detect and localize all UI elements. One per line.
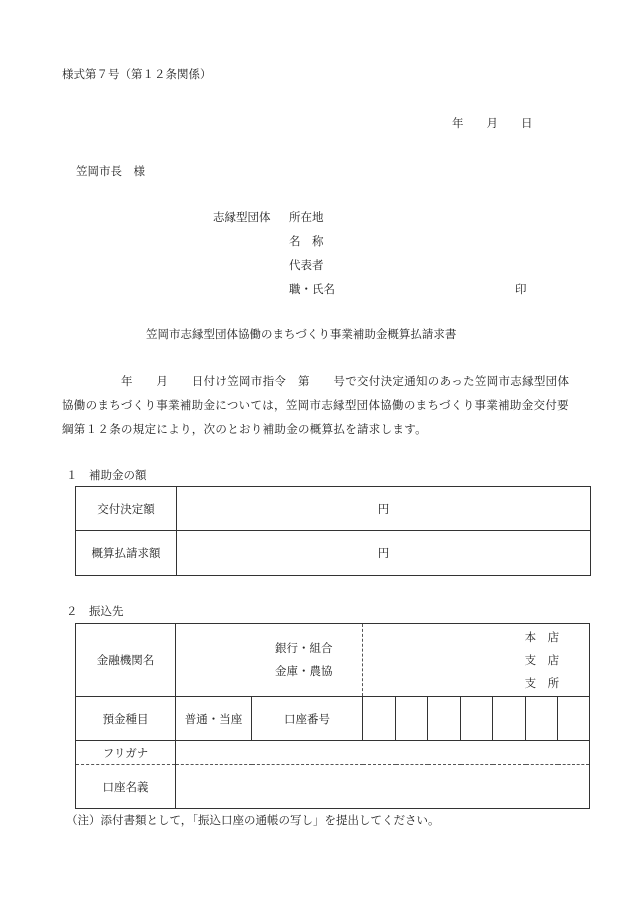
furigana-label: フリガナ: [76, 741, 176, 765]
body-text: 年 月 日付け笠岡市指令 第 号で交付決定通知のあった笠岡市志縁型団体協働のまちづくり事業補助金については，笠岡市志縁型団体協働のまちづくり事業補助金交付要綱第１２条の規定により，次のとおり補助金の概算払を請求します。: [62, 374, 570, 436]
date-line: 年 月 日: [452, 116, 533, 130]
bank-type-2: 金庫・農協: [275, 664, 333, 678]
bank-table: [75, 623, 590, 809]
name-label: 名 称: [289, 234, 324, 248]
section2-heading: ２ 振込先: [66, 604, 124, 618]
deposit-type-value[interactable]: 普通・当座: [176, 697, 252, 741]
account-digit-box[interactable]: [493, 697, 526, 741]
table-row: [76, 697, 590, 741]
bank-type-1: 銀行・組合: [275, 641, 333, 655]
table-row: [76, 741, 590, 765]
table-row: [76, 624, 590, 697]
attachment-note: （注）添付書類として，「振込口座の通帳の写し」を提出してください。: [66, 813, 440, 827]
furigana-field[interactable]: [176, 741, 590, 765]
seal-mark: 印: [515, 282, 527, 296]
addressee: 笠岡市長 様: [76, 164, 145, 178]
branch-type-3: 支 所: [524, 675, 560, 690]
account-digit-box[interactable]: [526, 697, 558, 741]
representative-label: 代表者: [289, 258, 324, 272]
table-row: [76, 531, 591, 576]
section1-heading: １ 補助金の額: [66, 468, 147, 482]
deposit-type-label: 預金種目: [76, 697, 176, 741]
title-name-label: 職・氏名: [289, 282, 335, 296]
decided-amount-cell[interactable]: [177, 487, 591, 531]
table-row: [76, 487, 591, 531]
requested-amount-cell[interactable]: [177, 531, 591, 576]
account-holder-label: 口座名義: [76, 765, 176, 809]
account-digit-box[interactable]: [396, 697, 428, 741]
address-label: 所在地: [289, 210, 324, 224]
yen-unit: 円: [377, 501, 390, 516]
group-label: 志縁型団体: [213, 210, 271, 224]
account-holder-field[interactable]: [176, 765, 590, 809]
amount-table: [75, 486, 591, 576]
decided-amount-label: 交付決定額: [76, 487, 177, 531]
account-digit-box[interactable]: [363, 697, 396, 741]
account-digit-box[interactable]: [461, 697, 493, 741]
branch-type-1: 本 店: [524, 629, 560, 644]
yen-unit: 円: [377, 546, 390, 560]
table-row: [76, 765, 590, 809]
bank-name-label: 金融機関名: [76, 624, 176, 697]
account-digit-box[interactable]: [428, 697, 461, 741]
branch-type-cell[interactable]: [363, 624, 590, 697]
bank-type-cell[interactable]: [176, 624, 363, 697]
branch-type-2: 支 店: [524, 652, 560, 667]
account-digit-box[interactable]: [558, 697, 590, 741]
form-number: 様式第７号（第１２条関係）: [62, 67, 212, 81]
account-number-label: 口座番号: [252, 697, 363, 741]
document-title: 笠岡市志縁型団体協働のまちづくり事業補助金概算払請求書: [146, 327, 457, 341]
requested-amount-label: 概算払請求額: [76, 531, 177, 576]
